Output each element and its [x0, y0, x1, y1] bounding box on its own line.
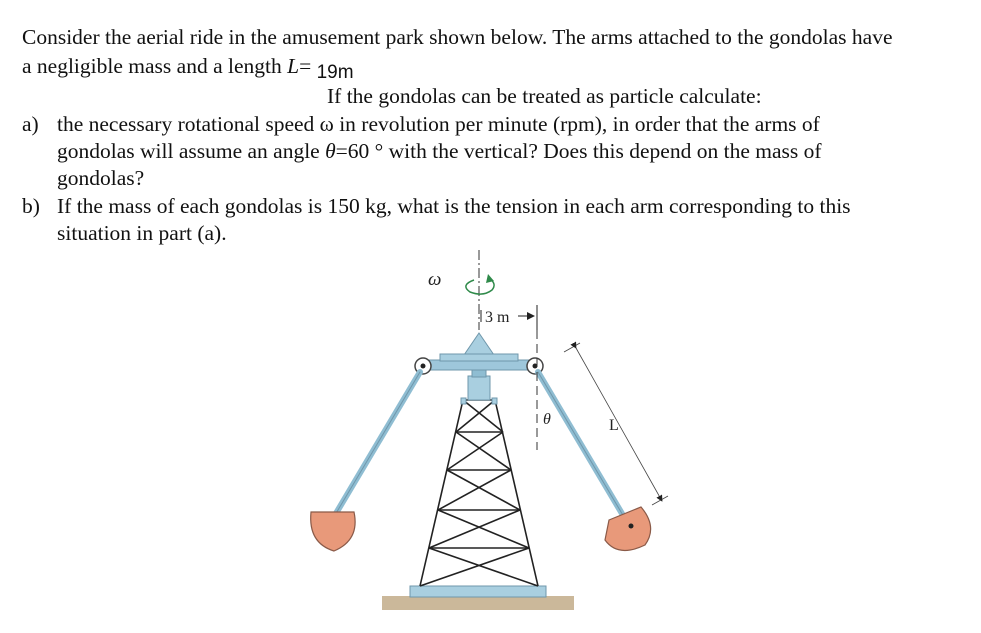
intro-line-2-prefix: a negligible mass and a length: [22, 54, 288, 78]
hub-column: [468, 376, 490, 400]
theta-label: θ: [543, 411, 551, 428]
right-gondola-pin: [629, 524, 634, 529]
ground: [382, 596, 574, 610]
length-label: L: [609, 417, 619, 434]
length-dimension-line: [576, 348, 662, 501]
length-value: 19m: [316, 62, 354, 83]
theta-symbol: θ: [325, 139, 336, 163]
part-a-line-3-text: gondolas?: [57, 166, 145, 190]
part-b-line-2-text: situation in part (a).: [57, 221, 227, 245]
part-a-line-2-suffix: =60 ° with the vertical? Does this depend on the mass of: [335, 139, 822, 163]
intro-line-1-text: Consider the aerial ride in the amusement park shown below. The arms attached to the gondolas have: [22, 25, 893, 49]
left-pivot-center: [421, 364, 426, 369]
left-gondola: [311, 512, 355, 551]
part-a-marker: a): [22, 112, 39, 136]
length-variable: L: [287, 54, 300, 78]
equals-sign: =: [299, 54, 312, 78]
part-b-line-1-text: If the mass of each gondolas is 150 kg, what is the tension in each arm corresponding to this: [57, 194, 851, 218]
tower-right-leg: [492, 398, 497, 404]
part-a-line-1-text: the necessary rotational speed ω in revolution per minute (rpm), in order that the arms of: [57, 112, 820, 136]
tower-lattice: [420, 400, 538, 586]
offset-label: 3 m: [485, 309, 510, 326]
crossbar-top: [440, 354, 518, 361]
part-b-marker: b): [22, 194, 40, 218]
right-gondola: [605, 507, 651, 550]
tower-base: [410, 586, 546, 597]
right-arm-outline: [538, 372, 624, 517]
tower-left-leg: [461, 398, 466, 404]
omega-label: ω: [428, 269, 442, 290]
part-a-line-2-prefix: gondolas will assume an angle: [57, 139, 326, 163]
intro-line-3-text: If the gondolas can be treated as particle calculate:: [327, 84, 762, 108]
crossbar-cap: [464, 333, 494, 355]
left-arm-outline: [335, 372, 420, 515]
